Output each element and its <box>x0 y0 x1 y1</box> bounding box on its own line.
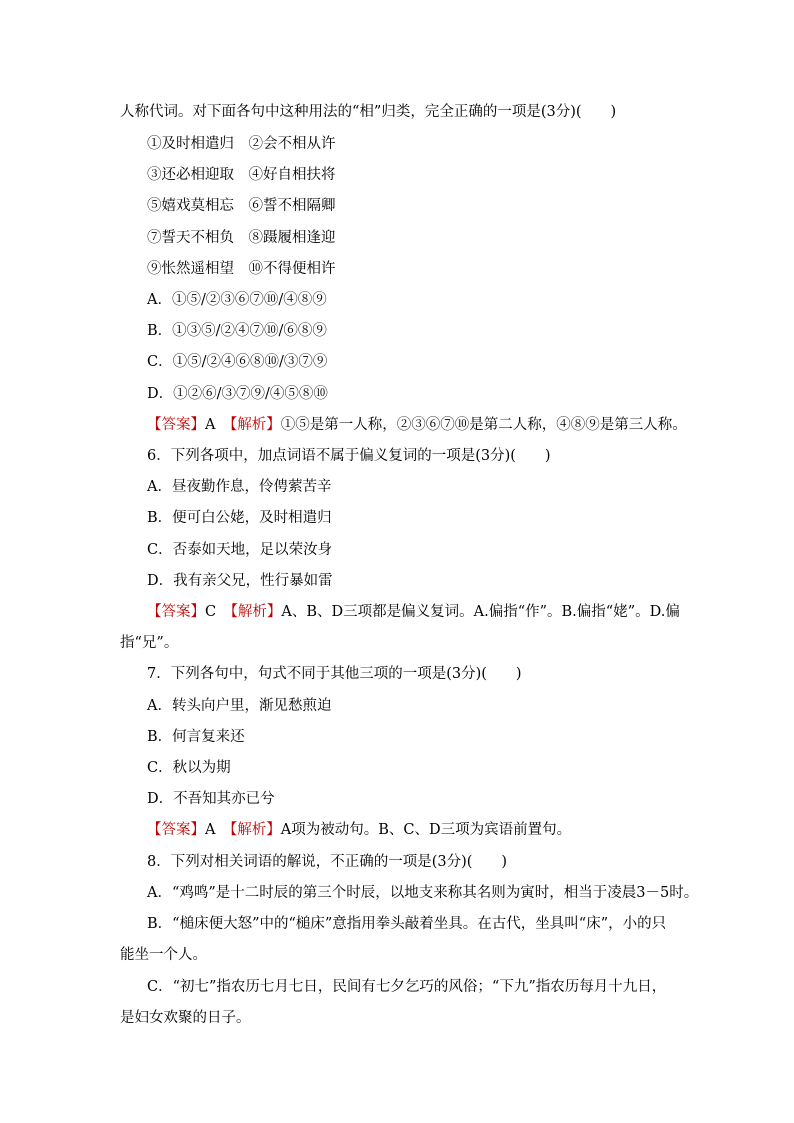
q7-option-b: B．何言复来还 <box>147 729 245 745</box>
q6-analysis-continued: 指“兄”。 <box>120 635 179 651</box>
q6-option-b: B．便可白公姥，及时相遣归 <box>147 510 332 526</box>
q5-option-b: B．①③⑤/②④⑦⑩/⑥⑧⑨ <box>147 323 327 339</box>
q5-sentence-row: ⑤嬉戏莫相忘 ⑥誓不相隔卿 <box>147 198 336 214</box>
q7-option-d: D．不吾知其亦已兮 <box>147 791 275 807</box>
answer-value: A <box>205 417 230 433</box>
q6-option-a: A．昼夜勤作息，伶俜萦苦辛 <box>147 479 332 495</box>
q5-sentence-row: ①及时相遣归 ②会不相从许 <box>147 136 336 152</box>
analysis-tag: 【解析】 <box>229 822 281 838</box>
q8-option-b-continued: 能坐一个人。 <box>120 947 207 963</box>
answer-value: A <box>205 822 230 838</box>
q6-option-c: C．否泰如天地，足以荣汝身 <box>147 542 333 558</box>
q8-option-c: C．“初七”指农历七月七日，民间有七夕乞巧的风俗；“下九”指农历每月十九日， <box>147 979 667 995</box>
analysis-text: ①⑤是第一人称，②③⑥⑦⑩是第二人称，④⑧⑨是第三人称。 <box>280 417 687 433</box>
answer-tag: 【答案】 <box>147 604 205 620</box>
q5-option-c: C．①⑤/②④⑥⑧⑩/③⑦⑨ <box>147 354 328 370</box>
q8-option-b: B．“槌床便大怒”中的“槌床”意指用拳头敲着坐具。在古代，坐具叫“床”，小的只 <box>147 916 667 932</box>
analysis-text: A、B、D三项都是偏义复词。A.偏指“作”。B.偏指“姥”。D.偏 <box>281 604 680 620</box>
q7-option-a: A．转头向户里，渐见愁煎迫 <box>147 698 332 714</box>
answer-tag: 【答案】 <box>147 822 205 838</box>
q8-stem: 8．下列对相关词语的解说，不正确的一项是(3分)( ) <box>147 854 508 870</box>
q8-option-a: A．“鸡鸣”是十二时辰的第三个时辰，以地支来称其名则为寅时，相当于凌晨3－5时。 <box>147 885 699 901</box>
q7-option-c: C．秋以为期 <box>147 760 231 776</box>
analysis-tag: 【解析】 <box>229 417 281 433</box>
q6-option-d: D．我有亲父兄，性行暴如雷 <box>147 573 333 589</box>
q5-sentence-row: ⑦誓天不相负 ⑧蹑履相逢迎 <box>147 230 336 246</box>
q8-option-c-continued: 是妇女欢聚的日子。 <box>120 1010 251 1026</box>
q5-option-d: D．①②⑥/③⑦⑨/④⑤⑧⑩ <box>147 386 328 402</box>
analysis-text: A项为被动句。B、C、D三项为宾语前置句。 <box>280 822 572 838</box>
q5-option-a: A．①⑤/②③⑥⑦⑩/④⑧⑨ <box>147 292 327 308</box>
q7-answer-line <box>147 820 571 840</box>
analysis-tag: 【解析】 <box>230 604 282 620</box>
q6-answer-line <box>147 602 680 622</box>
q5-stem: 人称代词。对下面各句中这种用法的“相”归类，完全正确的一项是(3分)( ) <box>120 104 617 120</box>
q6-stem: 6．下列各项中，加点词语不属于偏义复词的一项是(3分)( ) <box>147 448 551 464</box>
q7-stem: 7．下列各句中，句式不同于其他三项的一项是(3分)( ) <box>147 666 522 682</box>
q5-answer-line <box>147 415 687 435</box>
answer-value: C <box>205 604 231 620</box>
answer-tag: 【答案】 <box>147 417 205 433</box>
q5-sentence-row: ⑨怅然遥相望 ⑩不得便相许 <box>147 261 336 277</box>
q5-sentence-row: ③还必相迎取 ④好自相扶将 <box>147 167 336 183</box>
